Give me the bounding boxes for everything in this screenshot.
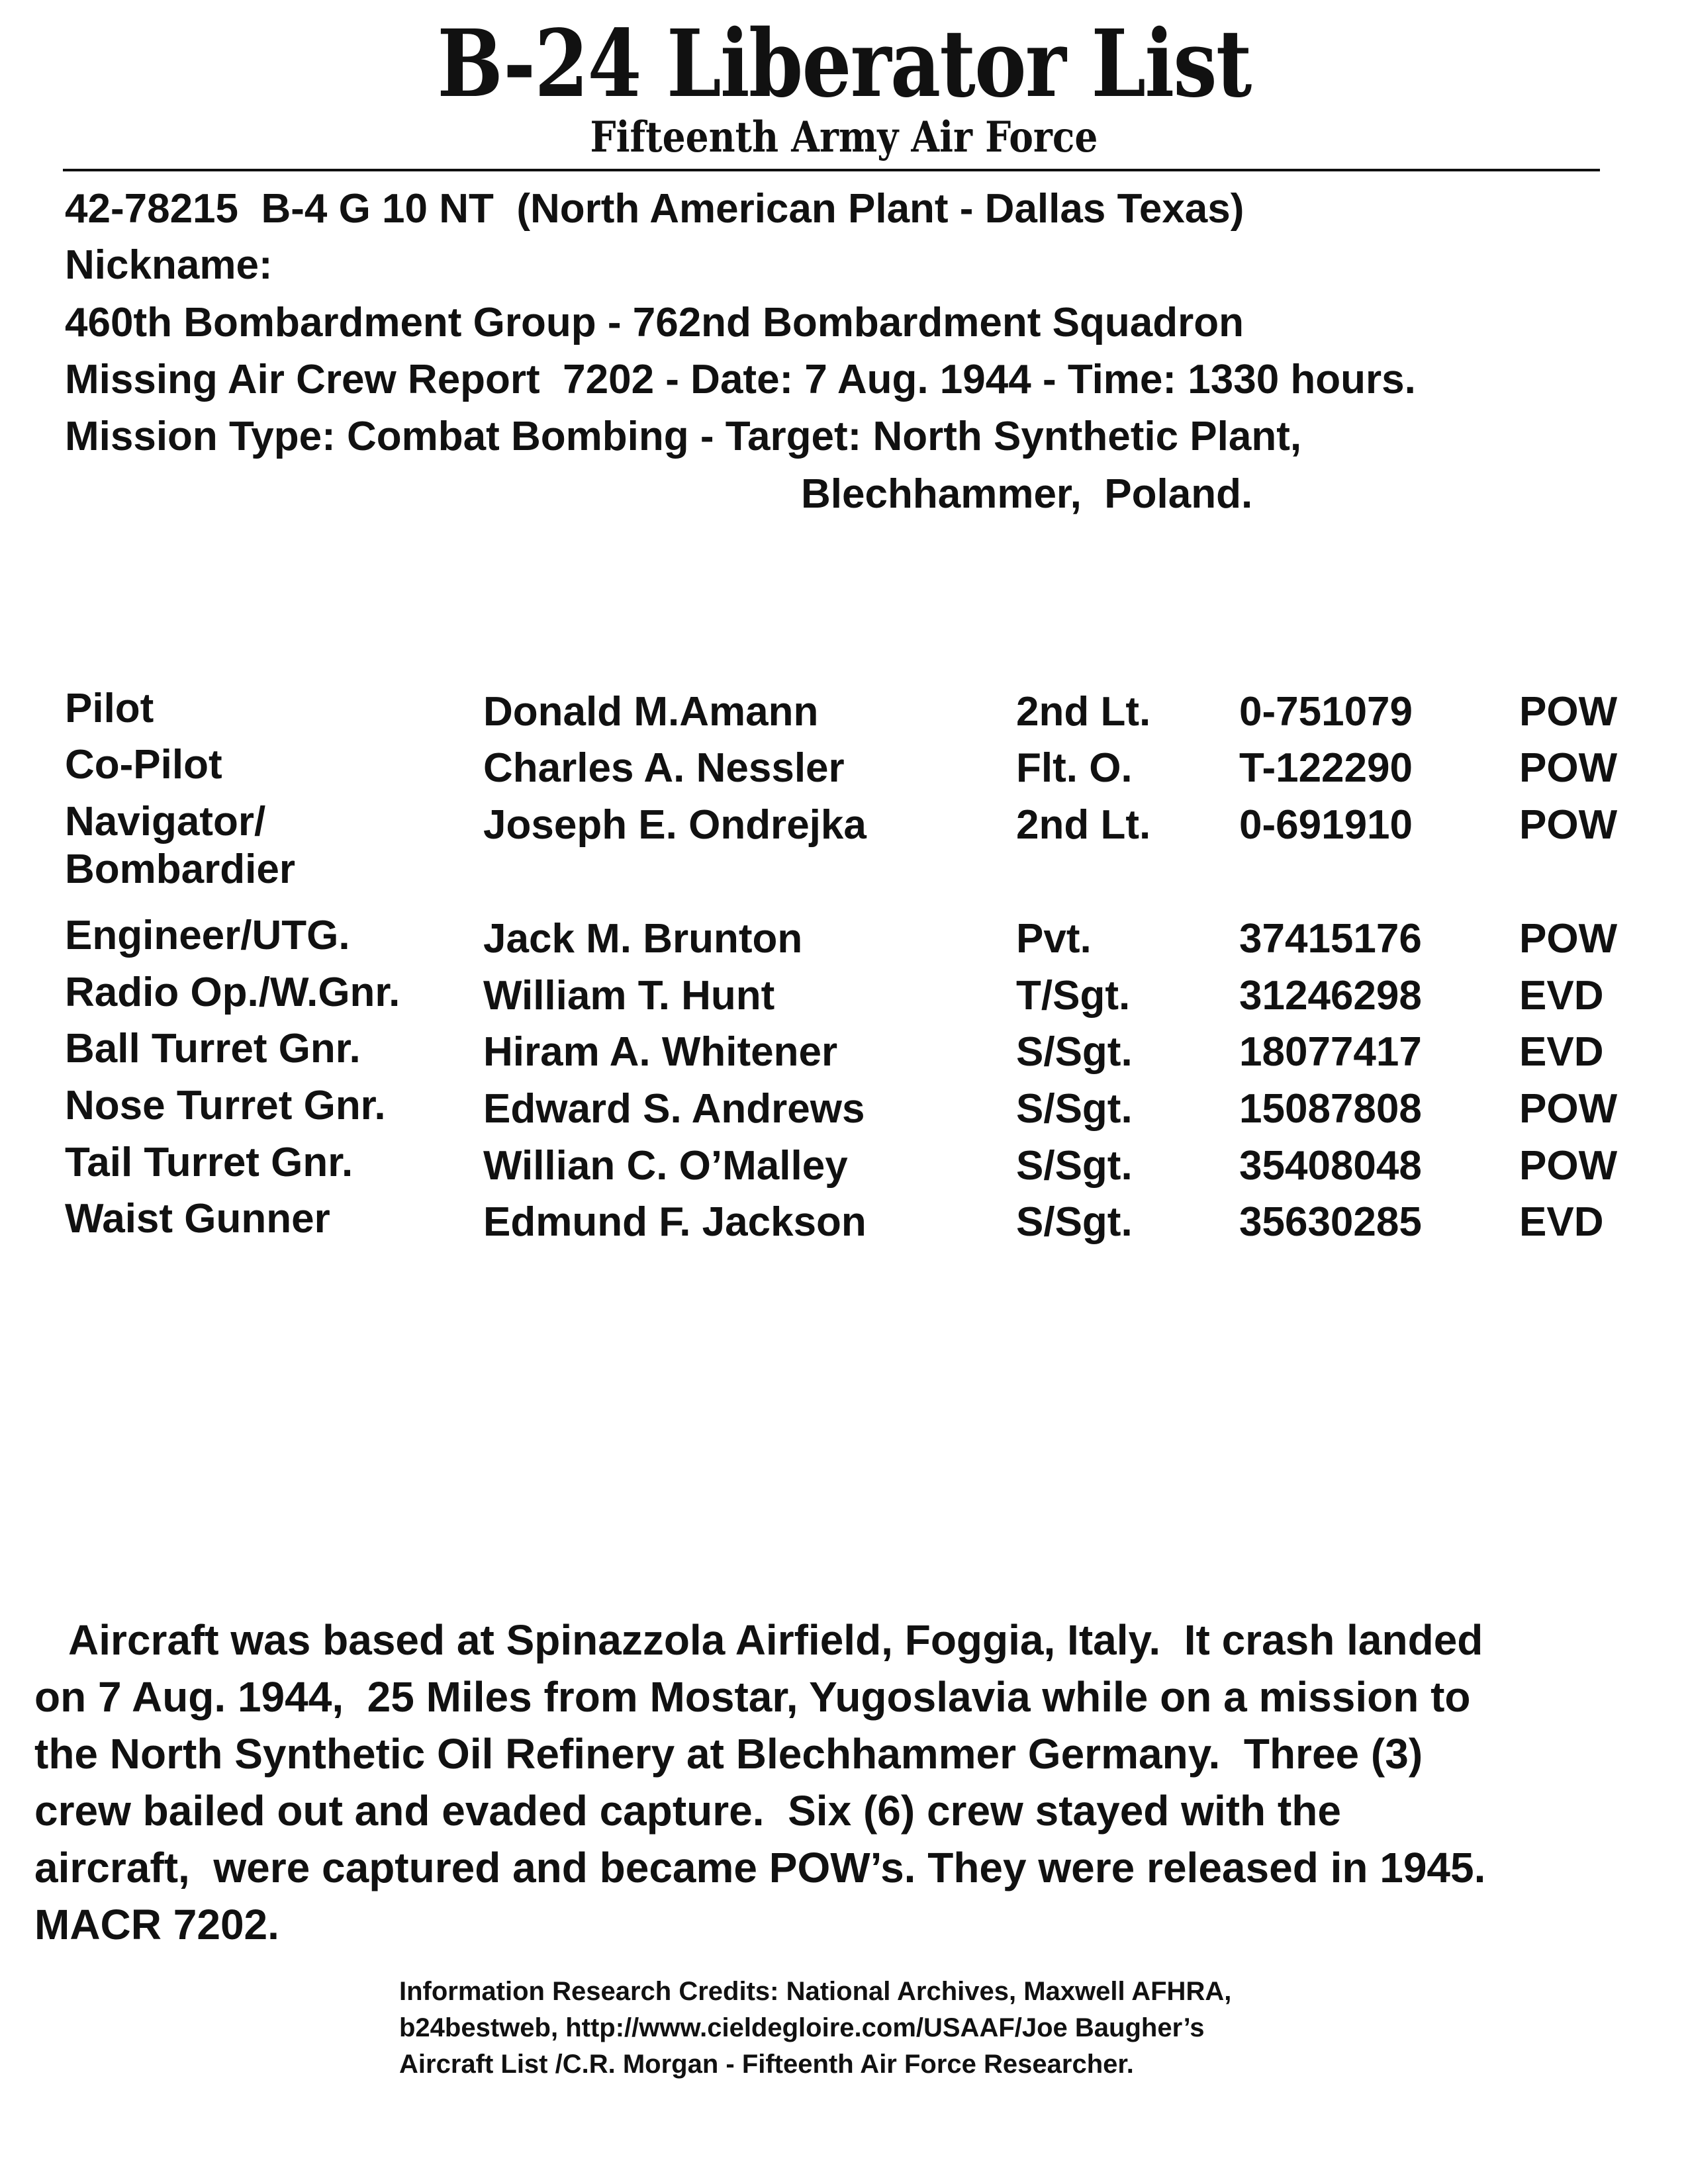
crew-name: Charles A. Nessler <box>483 745 845 791</box>
crew-rank: S/Sgt. <box>1016 1199 1133 1245</box>
crew-status: POW <box>1519 802 1618 848</box>
crew-status: POW <box>1519 1143 1618 1189</box>
page-title: B-24 Liberator List <box>437 10 1251 118</box>
narrative-line: Aircraft was based at Spinazzola Airfield, Foggia, Italy. It crash landed <box>34 1616 1483 1664</box>
crew-status: EVD <box>1519 1029 1604 1075</box>
crew-rank: 2nd Lt. <box>1016 689 1151 735</box>
crew-name: Joseph E. Ondrejka <box>483 802 867 848</box>
credits-line: Aircraft List /C.R. Morgan - Fifteenth Air Force Researcher. <box>399 2050 1134 2079</box>
crew-rank: S/Sgt. <box>1016 1143 1133 1189</box>
crew-status: EVD <box>1519 973 1604 1019</box>
crew-status: POW <box>1519 745 1618 791</box>
crew-name: Hiram A. Whitener <box>483 1029 838 1075</box>
aircraft-macr-line: Missing Air Crew Report 7202 - Date: 7 Aug. 1944 - Time: 1330 hours. <box>65 357 1416 402</box>
crew-rank: S/Sgt. <box>1016 1029 1133 1075</box>
research-credits <box>399 1974 1458 2083</box>
aircraft-nickname-line: Nickname: <box>65 242 273 288</box>
crew-rank: S/Sgt. <box>1016 1086 1133 1132</box>
crew-serial: 15087808 <box>1239 1086 1422 1132</box>
crew-serial: 37415176 <box>1239 916 1422 962</box>
credits-line: b24bestweb, http://www.cieldegloire.com/USAAF/Joe Baugher’s <box>399 2013 1205 2042</box>
title-divider <box>63 169 1600 171</box>
narrative-line: MACR 7202. <box>34 1901 279 1948</box>
crew-rank: Flt. O. <box>1016 745 1133 791</box>
crew-position: Engineer/UTG. <box>65 913 350 958</box>
crew-status: POW <box>1519 689 1618 735</box>
crew-serial: 35408048 <box>1239 1143 1422 1189</box>
crew-position: Navigator/ Bombardier <box>65 799 295 892</box>
crew-serial: 31246298 <box>1239 973 1422 1019</box>
narrative-line: the North Synthetic Oil Refinery at Blechhammer Germany. Three (3) <box>34 1730 1423 1778</box>
crew-position: Co-Pilot <box>65 742 222 788</box>
crew-position: Tail Turret Gnr. <box>65 1140 353 1185</box>
crew-serial: 35630285 <box>1239 1199 1422 1245</box>
aircraft-unit-line: 460th Bombardment Group - 762nd Bombardment Squadron <box>65 300 1244 345</box>
crew-status: POW <box>1519 1086 1618 1132</box>
page-subtitle: Fifteenth Army Air Force <box>590 113 1098 162</box>
crew-rank: 2nd Lt. <box>1016 802 1151 848</box>
aircraft-mission-location: Blechhammer, Poland. <box>801 471 1253 517</box>
crew-serial: 0-751079 <box>1239 689 1413 735</box>
crew-position: Radio Op./W.Gnr. <box>65 970 400 1015</box>
crew-name: Donald M.Amann <box>483 689 819 735</box>
credits-line: Information Research Credits: National Archives, Maxwell AFHRA, <box>399 1977 1232 2006</box>
crew-serial: 0-691910 <box>1239 802 1413 848</box>
crew-position: Nose Turret Gnr. <box>65 1083 386 1128</box>
crew-name: Edward S. Andrews <box>483 1086 865 1132</box>
crew-position: Pilot <box>65 686 154 731</box>
crew-rank: T/Sgt. <box>1016 973 1131 1019</box>
narrative-line: crew bailed out and evaded capture. Six (6) crew stayed with the <box>34 1787 1341 1835</box>
aircraft-mission-line: Mission Type: Combat Bombing - Target: North Synthetic Plant, <box>65 414 1302 459</box>
crew-name: Willian C. O’Malley <box>483 1143 848 1189</box>
narrative-line: aircraft, were captured and became POW’s. They were released in 1945. <box>34 1844 1486 1891</box>
crew-status: POW <box>1519 916 1618 962</box>
aircraft-serial-line: 42-78215 B-4 G 10 NT (North American Plant - Dallas Texas) <box>65 186 1244 232</box>
crew-name: Edmund F. Jackson <box>483 1199 867 1245</box>
crew-name: Jack M. Brunton <box>483 916 803 962</box>
narrative-paragraph <box>34 1612 1663 1953</box>
crew-serial: 18077417 <box>1239 1029 1422 1075</box>
crew-serial: T-122290 <box>1239 745 1413 791</box>
crew-position: Ball Turret Gnr. <box>65 1026 361 1071</box>
crew-position: Waist Gunner <box>65 1196 330 1242</box>
crew-status: EVD <box>1519 1199 1604 1245</box>
narrative-line: on 7 Aug. 1944, 25 Miles from Mostar, Yugoslavia while on a mission to <box>34 1673 1471 1721</box>
crew-rank: Pvt. <box>1016 916 1092 962</box>
crew-name: William T. Hunt <box>483 973 775 1019</box>
